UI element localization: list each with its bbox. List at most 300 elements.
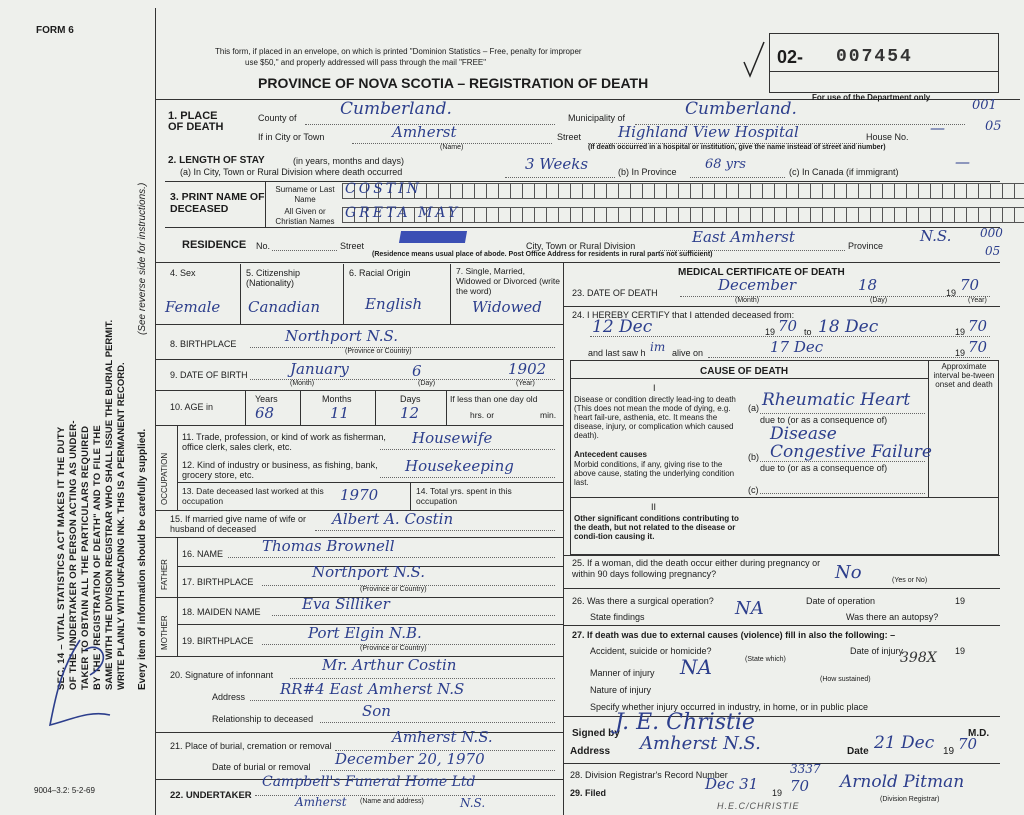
letter-cell — [703, 184, 715, 198]
margin-line8: Every item of information should be carefully supplied. — [137, 428, 148, 690]
letter-cell — [1015, 208, 1024, 222]
residence-province-value: N.S. — [920, 227, 952, 245]
q26-year: 19 — [955, 596, 966, 606]
margin-scribble — [30, 630, 120, 740]
residence-province-label: Province — [848, 241, 884, 251]
margin-line7: (See reverse side for instructions.) — [137, 182, 148, 335]
letter-cell — [559, 184, 571, 198]
citizenship-divider — [343, 264, 344, 324]
margin-line4: BY THE "REGISTRATION OF DEATH" AND TO FILE THE — [92, 424, 103, 690]
letter-cell — [1015, 184, 1024, 198]
letter-cell — [595, 208, 607, 222]
municipality-label: Municipality of — [568, 113, 626, 123]
father-birthplace-label: 17. BIRTHPLACE — [182, 577, 254, 587]
father-name-label: 16. NAME — [182, 549, 224, 559]
q27-label: 27. If death was due to external causes (violence) fill in also the following: – — [572, 630, 896, 640]
surname-label: Surname or Last Name — [275, 185, 335, 204]
last-saw-line — [708, 357, 990, 358]
letter-cell — [955, 208, 967, 222]
stay-province-value: 68 yrs — [705, 157, 746, 172]
q25-bottom-rule — [563, 588, 1000, 589]
father-caption: (Province or Country) — [360, 586, 427, 593]
letter-cell — [631, 208, 643, 222]
q26-bottom-rule — [563, 625, 1000, 626]
reg-number: 007454 — [836, 47, 913, 67]
letter-cell — [847, 208, 859, 222]
city-value: Amherst — [392, 123, 457, 141]
mother-birthplace-label: 19. BIRTHPLACE — [182, 636, 254, 646]
letter-cell — [451, 184, 463, 198]
county-label: County of — [258, 113, 297, 123]
letter-cell — [895, 208, 907, 222]
age-divider-3 — [375, 390, 376, 425]
letter-cell — [871, 208, 883, 222]
mother-side-label: MOTHER — [160, 615, 169, 650]
last-worked-value: 1970 — [340, 486, 379, 504]
letter-cell — [619, 184, 631, 198]
surname-grid — [342, 183, 1024, 199]
age-divider-2 — [300, 390, 301, 425]
margin-line6: WRITE PLAINLY WITH UNFADING INK. THIS IS A PERMANENT RECORD. — [116, 362, 127, 690]
from-year-prefix: 19 — [765, 327, 776, 337]
letter-cell — [907, 184, 919, 198]
autopsy-label: Was there an autopsy? — [846, 612, 939, 622]
father-side-label: FATHER — [160, 559, 169, 590]
signature-date-value: 21 Dec — [874, 733, 935, 753]
letter-cell — [919, 184, 931, 198]
age-days-value: 12 — [400, 404, 420, 422]
antecedent-note: Morbid conditions, if any, giving rise to the above cause, stating the underlying condition last. — [574, 460, 735, 487]
letter-cell — [727, 184, 739, 198]
letter-cell — [763, 184, 775, 198]
manner-value: NA — [680, 655, 712, 679]
letter-cell — [751, 208, 763, 222]
letter-cell — [919, 208, 931, 222]
last-worked-divider — [410, 482, 411, 510]
state-which: (State which) — [745, 656, 786, 663]
letter-cell — [907, 208, 919, 222]
stay-province-label: (b) In Province — [618, 167, 677, 177]
cause-a-marker: (a) — [748, 403, 759, 413]
md-label: M.D. — [968, 728, 990, 739]
informant-line — [290, 678, 555, 679]
age-years-label: Years — [255, 394, 278, 404]
signed-value: J. E. Christie — [615, 710, 755, 735]
informant-address-line — [250, 700, 555, 701]
age-divider-1 — [245, 390, 246, 425]
death-cap-year: (Year) — [968, 297, 987, 304]
dob-cap-year: (Year) — [516, 380, 535, 387]
relationship-line — [320, 722, 555, 723]
date-injury-label: Date of injury — [850, 646, 904, 656]
letter-cell — [775, 208, 787, 222]
letter-cell — [703, 208, 715, 222]
trade-line — [380, 449, 555, 450]
cause-title: CAUSE OF DEATH — [700, 366, 789, 377]
age-label: 10. AGE in — [170, 402, 214, 412]
letter-cell — [643, 208, 655, 222]
mother-maiden-line — [272, 615, 555, 616]
residence-no-line — [272, 250, 337, 251]
certify-label: 24. I HEREBY CERTIFY that I attended deceased from: — [572, 310, 795, 320]
letter-cell — [847, 184, 859, 198]
letter-cell — [607, 208, 619, 222]
letter-cell — [679, 184, 691, 198]
last-saw-year: 70 — [968, 338, 988, 356]
letter-cell — [691, 184, 703, 198]
age-bottom-rule — [155, 425, 563, 426]
letter-cell — [943, 184, 955, 198]
letter-cell — [751, 184, 763, 198]
letter-cell — [535, 208, 547, 222]
street-label: Street — [557, 132, 582, 142]
letter-cell — [763, 208, 775, 222]
age-days-label: Days — [400, 394, 421, 404]
letter-cell — [643, 184, 655, 198]
q28-value: 3337 — [790, 762, 821, 776]
letter-cell — [511, 184, 523, 198]
letter-cell — [667, 184, 679, 198]
interval-divider — [928, 360, 929, 497]
certify-line — [590, 336, 990, 337]
filed-year-prefix: 19 — [772, 788, 783, 798]
stamp-value: 398X — [900, 650, 937, 666]
letter-cell — [895, 184, 907, 198]
letter-cell — [463, 184, 475, 198]
informant-address: RR#4 East Amherst N.S — [280, 680, 465, 698]
stay-canada-label: (c) In Canada (if immigrant) — [789, 167, 899, 177]
injury-year: 19 — [955, 646, 966, 656]
dob-day: 6 — [412, 362, 422, 380]
residence-label: RESIDENCE — [182, 239, 247, 251]
informant-bottom-rule — [155, 732, 563, 733]
length-of-stay-note: (in years, months and days) — [293, 156, 405, 166]
manner-label: Manner of injury — [590, 668, 655, 678]
q25-caption: (Yes or No) — [892, 577, 928, 584]
medical-title: MEDICAL CERTIFICATE OF DEATH — [678, 267, 845, 278]
letter-cell — [859, 208, 871, 222]
filed-value: Dec 31 — [705, 775, 759, 793]
antecedent-label: Antecedent causes — [574, 450, 647, 459]
letter-cell — [775, 184, 787, 198]
death-cap-month: (Month) — [735, 297, 760, 304]
birthplace-label: 8. BIRTHPLACE — [170, 339, 237, 349]
spouse-label: 15. If married give name of wife or husband of deceased — [170, 514, 307, 534]
reg-box-divider — [769, 71, 998, 72]
undertaker-label: 22. UNDERTAKER — [170, 790, 252, 801]
letter-cell — [823, 184, 835, 198]
q25-top-rule — [563, 555, 1000, 556]
father-name-value: Thomas Brownell — [262, 537, 395, 555]
surname-value: COSTIN — [345, 181, 422, 197]
part-two: II — [651, 502, 657, 512]
attended-from-day: 12 Dec — [592, 317, 653, 337]
age-months-value: 11 — [330, 404, 350, 422]
state-findings-label: State findings — [590, 612, 645, 622]
letter-cell — [1003, 208, 1015, 222]
dob-label: 9. DATE OF BIRTH — [170, 370, 248, 380]
letter-cell — [883, 184, 895, 198]
occupation-side-divider — [177, 425, 178, 510]
q25-label: 25. If a woman, did the death occur either during pregnancy or within 90 days following pregnancy? — [572, 558, 821, 579]
letter-cell — [559, 208, 571, 222]
cause-c-line — [760, 493, 925, 494]
letter-cell — [823, 208, 835, 222]
industry-label: 12. Kind of industry or business, as fishing, bank, grocery store, etc. — [182, 460, 378, 480]
to-year-prefix: 19 — [955, 327, 966, 337]
place-code-b: 05 — [985, 119, 1002, 134]
undertaker-line — [255, 795, 555, 796]
attended-from-year: 70 — [778, 317, 798, 335]
other-conditions-label: Other significant conditions contributing to the death, but not related to the disease or condi-tion causing it. — [574, 514, 739, 541]
form-id: FORM 6 — [36, 25, 74, 36]
last-saw-suffix: alive on — [672, 348, 704, 358]
left-frame — [155, 8, 156, 815]
racial-divider — [450, 264, 451, 324]
signed-label: Signed by — [572, 728, 620, 739]
signature-address-label: Address — [570, 746, 611, 757]
letter-cell — [535, 184, 547, 198]
letter-cell — [835, 184, 847, 198]
residence-redaction — [399, 231, 467, 243]
margin-line5: SAME WITH THE DIVISION REGISTRAR WHO SHALL ISSUE THE BURIAL PERMIT. — [104, 319, 115, 690]
registrar-signature: Arnold Pitman — [840, 772, 965, 792]
letter-cell — [427, 184, 439, 198]
letter-cell — [475, 184, 487, 198]
stay-canada-value: — — [955, 153, 970, 171]
notice-line1: This form, if placed in an envelope, on which is printed "Dominion Statistics – Free, penalty for improper — [215, 47, 582, 56]
undertaker-value: Campbell's Funeral Home Ltd — [262, 774, 476, 790]
cause-part-rule — [570, 497, 998, 498]
burial-place-value: Amherst N.S. — [392, 728, 493, 746]
letter-cell — [667, 208, 679, 222]
check-mark — [742, 40, 766, 80]
letter-cell — [499, 208, 511, 222]
burial-date-label: Date of burial or removal — [212, 762, 311, 772]
relationship-label: Relationship to deceased — [212, 714, 314, 724]
cause-b: Disease — [770, 424, 837, 444]
registrar-caption: (Division Registrar) — [880, 796, 940, 803]
q25-value: No — [835, 562, 862, 583]
sex-divider — [240, 264, 241, 324]
dob-bottom-rule — [155, 390, 563, 391]
signature-date-label: Date — [847, 746, 869, 757]
marital-label: 7. Single, Married, Widowed or Divorced (write the word) — [456, 266, 560, 296]
age-less-label: If less than one day old — [450, 394, 538, 404]
residence-city-label: City, Town or Rural Division — [526, 241, 636, 251]
name-top-rule — [165, 181, 1000, 182]
undertaker-value3: N.S. — [460, 796, 486, 810]
sex-value: Female — [165, 298, 221, 316]
industry-bottom-rule — [177, 482, 563, 483]
registrar-print-name: H.E.C/CHRISTIE — [717, 801, 800, 811]
letter-cell — [883, 208, 895, 222]
citizenship-value: Canadian — [248, 298, 321, 316]
name-divider — [265, 181, 266, 227]
total-years-label: 14. Total yrs. spent in this occupation — [416, 486, 512, 506]
death-date-line — [680, 296, 990, 297]
street-value: Highland View Hospital — [618, 123, 799, 141]
length-of-stay-label: 2. LENGTH OF STAY — [168, 155, 265, 166]
age-min: min. — [540, 410, 557, 420]
racial-value: English — [365, 295, 423, 313]
last-saw-value: 17 Dec — [770, 338, 824, 356]
signature-address-value: Amherst N.S. — [640, 733, 761, 754]
cause-a-line — [760, 413, 925, 414]
cause-header-rule — [570, 378, 928, 379]
residence-city-value: East Amherst — [692, 228, 795, 246]
letter-cell — [799, 208, 811, 222]
personal-bottom-rule — [155, 324, 563, 325]
burial-date-value: December 20, 1970 — [335, 750, 485, 768]
letter-cell — [991, 184, 1003, 198]
father-name-line — [228, 557, 555, 558]
q28-label: 28. Division Registrar's Record Number — [570, 770, 728, 780]
to-label: to — [804, 327, 812, 337]
letter-cell — [487, 184, 499, 198]
letter-cell — [655, 184, 667, 198]
stay-city-label: (a) In City, Town or Rural Division where death occurred — [180, 167, 403, 177]
place-of-death-label: 1. PLACE OF DEATH — [168, 110, 224, 133]
letter-cell — [979, 208, 991, 222]
letter-cell — [739, 208, 751, 222]
house-label: House No. — [866, 132, 909, 142]
letter-cell — [715, 184, 727, 198]
residence-no-label: No. — [256, 241, 271, 251]
letter-cell — [679, 208, 691, 222]
dob-cap-day: (Day) — [418, 380, 436, 387]
letter-cell — [967, 208, 979, 222]
column-divider — [563, 262, 564, 815]
letter-cell — [523, 208, 535, 222]
q26-label: 26. Was there a surgical operation? — [572, 596, 714, 606]
letter-cell — [463, 208, 475, 222]
birthplace-caption: (Province or Country) — [345, 348, 412, 355]
form-title: PROVINCE OF NOVA SCOTIA – REGISTRATION OF DEATH — [258, 75, 649, 91]
death-year: 70 — [960, 276, 980, 294]
age-months-label: Months — [322, 394, 352, 404]
dob-year: 1902 — [508, 360, 547, 378]
filed-year: 70 — [790, 777, 810, 795]
last-saw-label: and last saw h — [588, 348, 646, 358]
letter-cell — [955, 184, 967, 198]
direct-cause-label: Disease or condition directly lead-ing to death (This does not mean the mode of dying, e.g. heart fail-ure, asthenia, etc. It means the disease, injury, or complication which caused death). — [574, 395, 736, 440]
letter-cell — [979, 184, 991, 198]
letter-cell — [835, 208, 847, 222]
due-to-a: due to (or as a consequence of) — [760, 415, 888, 425]
letter-cell — [619, 208, 631, 222]
letter-cell — [583, 184, 595, 198]
due-to-b: due to (or as a consequence of) — [760, 463, 888, 473]
letter-cell — [991, 208, 1003, 222]
letter-cell — [871, 184, 883, 198]
letter-cell — [811, 184, 823, 198]
deceased-name-label: 3. PRINT NAME OF DECEASED — [170, 191, 265, 215]
last-saw-year-prefix: 19 — [955, 348, 966, 358]
q26-date-label: Date of operation — [806, 596, 876, 606]
death-month: December — [718, 276, 797, 294]
mother-maiden-value: Eva Silliker — [302, 595, 390, 613]
place-code-a: 001 — [972, 98, 997, 113]
letter-cell — [931, 208, 943, 222]
letter-cell — [655, 208, 667, 222]
burial-place-label: 21. Place of burial, cremation or removal — [170, 741, 332, 751]
signature-year-prefix: 19 — [943, 746, 955, 757]
trade-label: 11. Trade, profession, or kind of work as fisherman, office clerk, sales clerk, etc. — [182, 432, 386, 452]
letter-cell — [811, 208, 823, 222]
burial-date-line — [320, 770, 555, 771]
letter-cell — [571, 184, 583, 198]
state-findings-value: NA — [735, 598, 764, 619]
birthplace-value: Northport N.S. — [285, 327, 399, 345]
reg-prefix: 02- — [777, 47, 804, 67]
letter-cell — [595, 184, 607, 198]
trade-value: Housewife — [412, 429, 493, 447]
letter-cell — [607, 184, 619, 198]
relationship-value: Son — [362, 702, 391, 720]
margin-line2: OF THE UNDERTAKER OR PERSON ACTING AS UNDER- — [68, 420, 79, 690]
letter-cell — [439, 184, 451, 198]
residence-code-a: 000 — [980, 226, 1003, 240]
mother-maiden-label: 18. MAIDEN NAME — [182, 607, 261, 617]
letter-cell — [571, 208, 583, 222]
dob-cap-month: (Month) — [290, 380, 315, 387]
footer-code: 9004–3.2: 5-2-69 — [34, 786, 95, 795]
letter-cell — [787, 184, 799, 198]
death-date-label: 23. DATE OF DEATH — [572, 288, 658, 298]
sex-label: 4. Sex — [170, 268, 196, 278]
given-value: GRETA MAY — [345, 205, 461, 221]
margin-line3: TAKER TO OBTAIN ALL THE PARTICULARS REQUIRED — [80, 425, 91, 690]
age-divider-4 — [446, 390, 447, 425]
letter-cell — [727, 208, 739, 222]
cause-b-line — [760, 461, 925, 462]
father-birthplace-value: Northport N.S. — [312, 563, 426, 581]
margin-line1: SEC. 14 – VITAL STATISTICS ACT MAKES IT THE DUTY — [56, 426, 67, 690]
citizenship-label: 5. Citizenship (Nationality) — [246, 268, 301, 288]
letter-cell — [499, 184, 511, 198]
letter-cell — [715, 208, 727, 222]
q29-label: 29. Filed — [570, 788, 607, 798]
letter-cell — [967, 184, 979, 198]
informant-signature: Mr. Arthur Costin — [322, 656, 457, 674]
letter-cell — [523, 184, 535, 198]
interval-label: Approximate interval be-tween onset and death — [933, 362, 995, 389]
industry-line — [380, 477, 555, 478]
residence-note: (Residence means usual place of abode. Post Office Address for residents in rural parts not sufficient) — [372, 251, 713, 258]
age-years-value: 68 — [255, 404, 275, 422]
name-bottom-rule — [165, 227, 1000, 228]
cause-a: Rheumatic Heart — [762, 390, 911, 410]
undertaker-caption: (Name and address) — [360, 798, 424, 805]
house-value: — — [930, 119, 945, 137]
letter-cell — [1003, 184, 1015, 198]
death-day: 18 — [858, 276, 878, 294]
letter-cell — [787, 208, 799, 222]
marital-value: Widowed — [472, 298, 542, 316]
letter-cell — [475, 208, 487, 222]
age-hrs: hrs. or — [470, 410, 495, 420]
dept-use: For use of the Department only — [812, 93, 931, 102]
nature-label: Nature of injury — [590, 685, 652, 695]
city-caption: (Name) — [440, 144, 464, 151]
cause-c-marker: (c) — [748, 485, 759, 495]
how-sustained: (How sustained) — [820, 676, 871, 683]
mother-side-divider — [177, 597, 178, 657]
part-one: I — [653, 383, 656, 393]
occupation-side-label: OCCUPATION — [160, 452, 169, 505]
section-split-rule — [155, 262, 1000, 263]
